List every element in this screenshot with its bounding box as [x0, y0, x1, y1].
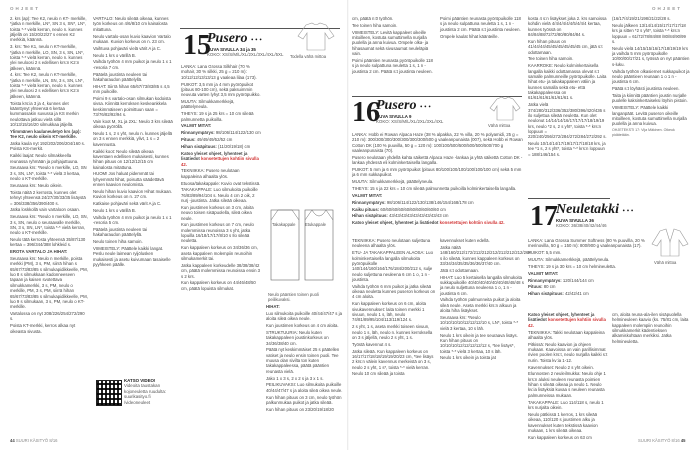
pattern-15-sleeves: Luo silmukoita puikoille 40/44/47/47 s ja aloita sileä oikea neule.	[266, 310, 342, 322]
schematic-label-back: Takakappale	[272, 222, 296, 227]
instructions-column-2	[93, 16, 173, 371]
qr-code[interactable]	[96, 380, 122, 406]
pattern-16-body: Seuraava krs: *Neulo 10/10/10/10/12/12/12/10 s, LN*, toista *-* vielä 3 kertaa, 10 s läh.	[440, 314, 519, 331]
pattern-17-body: Neulo pätkissä 1 kerros, 1 krs sileää oikeaa, 110/120 s joustimen alku ja kavennukset kuten tekstissä kaavion mukaan, 1 krs sileää oikeaa.	[528, 411, 598, 433]
pattern-15-schematic	[268, 200, 340, 290]
pattern-15-sweater-drawing	[296, 22, 336, 52]
instruction-paragraph: HUOM! Jos haluat pidemmät tai lyhyemmät hihat, poisutta säädettävä ennen kaavion neulomista.	[93, 171, 164, 188]
pattern-16-measure: Kaiku pituus: 60/60/60/60/60/60/60/60/60/60 cm	[352, 206, 446, 212]
section-header-left: OHJEET	[10, 6, 41, 11]
pattern-16-title-dots: • • •	[419, 103, 431, 111]
schematic-back-piece	[271, 210, 299, 280]
instruction-paragraph: Päätelä joustinta neuleen tai hakaharaudon päättelyllä.	[93, 71, 147, 82]
pattern-16-body: Neulo 1 krs oikein ja toista jat	[440, 355, 496, 361]
pattern-16-body: Neulo jälkeen 13/14/14/15/17/17/17/18 krs ja sitten *2 s yht*, toista *-* krs:n loppuun = 61/72/78/84/88 /80/84/90/99 s.	[612, 22, 686, 44]
pattern-15-body: Kun joustimen korkeus on 7 cm, neulo molemmissa reunoissa 3 s yht, jatka lopuilla 16/18/17/17/8/10 s Ilo sileää neuletta.	[181, 222, 254, 244]
pattern-16-col-3	[528, 16, 608, 192]
schematic-front-neckline	[305, 210, 333, 220]
pattern-16-body: Taita ja kiinnitä pääntien joustin nurjalle puolelle kaksinkertaiseksi löyhin pistoin.	[612, 92, 688, 104]
pattern-15-sleeves: PEILIKUVAKSI: Luo silmukoita puikoille 40/44/47/47 s ja aloita sileä oikea neule.	[266, 382, 343, 393]
pattern-17-rule	[528, 198, 610, 199]
pattern-15-body: Jatka kappaleen korkeudelle 38/38/38/42 cm, päätä molemmissa reunoissa ensin 3 s 2 krs.	[181, 262, 261, 279]
pattern-17-measure: Pituus: 80 cm	[528, 284, 556, 290]
pattern-16-measure: Hihan sisäpituus: 43/43/43/43/43/43/43/43/43 cm	[352, 213, 449, 219]
pattern-16-meta: PUIKOT: 5 mm ja 6 mm pyöröpuikot (pituus 80/100/100/100/100/100/100 cm) sekä 5 mm ja 6 mm sukkapuikot.	[352, 167, 522, 178]
instruction-heading: EROTA VARTALO JA HIHAT:	[10, 249, 68, 255]
section-header-right: OHJEET	[652, 6, 683, 11]
pattern-17-body: Kavennukset: Neulo 2 s yht oikein.	[528, 364, 594, 370]
footer-left	[10, 438, 58, 443]
pattern-16-body: Jatka näitä 148/160/212/172/212/212/212/212/212/212/268 s ilo sileää, kunnes kappaleen korkeus on 33/34/34/35/35/36/36/37/40 cm.	[440, 244, 531, 266]
pattern-15-body: Kun kappaleen korkeus on 44/46/48/50 cm, päätä lopuista silmukat.	[181, 280, 256, 291]
pattern-16-intro: Katso yleiset ohjeet, lyhenteet ja lisätiedot konsetettujen kohtiin sivulla 42.	[352, 220, 505, 226]
pattern-17-meta: PUIKOT: 5,5 mm.	[528, 250, 562, 256]
pattern-15-sleeves: Kun hihan pituus on 3 cm, neulo työhön palkunmukaa puikot ja jatka sileää.	[266, 394, 342, 405]
instruction-paragraph: Neulo 1 s, 2 s yht, neulo n. kunnes jäljellä on 3 s ennen merkkiä, ylivt, 1 s = 2 kavennusta.	[93, 131, 173, 147]
pattern-17-measure: Rinnanympärys: 120/144/144 cm	[528, 277, 594, 283]
pattern-16-body: Neulo 10 cm sileää ja toista	[352, 371, 405, 377]
pattern-17-body: Elunnosten 2 neuleilmukka: Neulo ohje 1 krs:n aluksi neuleen reunasta poimien hihan s sileää oikeaa ja neulo 1. Neulo kv:ia lisäyksiä kuvaa s neuleen reunasta palmunneissa mukaan.	[528, 371, 606, 398]
schematic-label-front: Etukappale	[305, 222, 326, 227]
instruction-paragraph: Neulo toinen hiha samoin.	[93, 239, 143, 245]
instruction-paragraph: Päätelä joustinta neuleen tai hakaharaudon päättelyllä.	[93, 227, 147, 238]
instruction-paragraph: 4. krs: Tee K2, neulo n KT-merkille, *jatka n merkille, LN, SN, 3 s, SN, LN*, toista *-* vielä kerran, neulo n. kunnes ylei neuloosi 2 s edellisen krs:n K2:n jälkeen, käännä.	[10, 72, 84, 99]
pattern-17-body: Kun kappaleen korkeus on 63 cm	[528, 434, 592, 440]
video-text: Videoita taustakan kojoneuletta ruudulta: suurikasityo.fi /videoneuleet	[124, 383, 166, 405]
pattern-16-title	[376, 98, 431, 114]
pattern-15-meta: MUUTA: Silmukkamerkkejä, päättelyneula.	[181, 99, 235, 110]
instruction-paragraph: Poimi 9 s vartalo-osan silmukan kodoista sivsa. Kiinnitä kerroksen keskeankkela keskimmäiseen poimittuun saan = 73/76/82/92/94 s.	[93, 95, 171, 117]
instruction-paragraph: Vain koot M, XL ja 2XL: Neulo 3 krs sileää oikeaa pyöröllä.	[93, 118, 173, 130]
pattern-16-finished-heading: VALMIT MITAT:	[352, 192, 383, 198]
pattern-17-sizes: KOKO: 36/38/40/42/44/46	[556, 223, 607, 229]
pattern-15-meta: TIHEYS: 19 s ja 25 krs = 10 cm sileää palmunnetta puikoilla.	[181, 111, 254, 122]
pattern-17-body: cm, aloita reuna-ala-ilen sisäpuolella helmineuleen kaavio (ks. 75/81 cm, laita kappaleen molempiin reunoihin silmukkamerkit kädentieksen alkamiskohtaan merkiksi. Jatka helmineuletta.	[612, 312, 689, 344]
pattern-15-continued-2	[440, 16, 524, 56]
pattern-17-body: TEKNIIKKA: Takki neulotaan kappaleina alhaalta ylös.	[528, 329, 605, 340]
pattern-15-sleeves: Kun hihan pituus on 23/20/19/18/20	[266, 406, 334, 412]
pattern-15-body: Etuosa/takakappale: Kuvio ovat tekstissä.	[181, 180, 261, 186]
instruction-paragraph: Seuraava krs: Neulo oikein.	[10, 182, 63, 188]
instruction-paragraph: Kaikki laajat: Neulo silmakkeella reunassa ryhmään ja pohjajuttuuna.	[10, 153, 79, 164]
pattern-16-col-4	[612, 16, 690, 226]
pattern-15-col-1	[181, 64, 261, 428]
schematic-back-neckline	[271, 210, 299, 220]
pattern-15-sleeves-heading: HIHAT:	[266, 304, 280, 309]
pattern-17-photo-caption: Vähä mittoa	[654, 260, 677, 265]
pattern-15-body-cont: Poimi pääntien reunasta pyöröpuikolle 118 s ja neulo sulpattuna neuletta 1 s, 1 n -joustinta 2 cm. Päätä s:t joustinta neuleen.	[352, 57, 433, 74]
pattern-17-subtitle: KUVA SIVULLA 36	[556, 218, 594, 223]
pattern-16-body: HIHAT: Luo 5 kertaisella langalla silmukoita sukkapuikoille 40/40/40/40/40/40/48/48/48 s ja neulo suljettuna neuleena 1 o, 1 n -joustinta 6 cm.	[440, 274, 524, 296]
pattern-17-cardigan-drawing	[650, 228, 690, 258]
pattern-16-meta-block	[352, 132, 524, 232]
pattern-15-body: Kun kappaleen korkeus on 34/36/36 cm, aseta kappaleen molempiin reunoihin silmukamerkit tai.	[181, 245, 258, 261]
instruction-paragraph: VARTALO: Neulo sileää oikeaa, kunnes työn korkeus on 4/6/8/10 cm kainalosta mitattuna.	[93, 16, 169, 32]
pattern-15-title-text: Pusero	[207, 31, 248, 46]
pattern-16-body: Neulo 10/14/14/17/19/17/17/18/18 krs, ja tee *1 s, 2 s yht*, toista *-* krs:n loppuun = 188/146/154 s.	[528, 141, 606, 157]
pattern-15-number: 15	[183, 30, 211, 61]
pattern-15-measure: Rinnanympärys: 98/106/114/122/130 cm	[181, 130, 261, 136]
pattern-16-measure: Rinnanympärys: 98/106/114/122/130/138/146/154/168/178 cm	[352, 199, 474, 205]
pattern-15-sleeves: Päätä nyt keskimmäiset 25 s päätellen vatiset ja neulo ensin toinen puoli. Tee muusa olan sivilta ton kuten takakappaleessa, päätä pääntien reunasta vielä.	[266, 347, 340, 374]
schematic-front-piece	[305, 210, 333, 280]
instruction-paragraph: Poista KT-merkki, kerros alkaa nyt oikeasta sivusta.	[10, 323, 76, 334]
instruction-paragraph: 3. krs: Tee K1, neulo n KT-merkille, *jatka n merkille, LO, SN, 3 s, SN, LN*, toista *-* vielä kerran, neulo n. kunnes ylei neuloosi 2 s edellisen krs:n K2:n jälkeen, käännä.	[10, 44, 85, 71]
pattern-17-meta-block	[528, 238, 648, 308]
pattern-16-sweater-drawing	[488, 96, 522, 122]
pattern-15-sleeves: STRUKTUURIA: Neulo kuten takakappaleen joustinkorkeus on 34/36/38/40 cm.	[266, 329, 329, 346]
instruction-paragraph: Ylimmänen kaulaneuletyö krs (ap): Tee K2, neulo oikein KT-merkille.	[10, 128, 81, 140]
pattern-16-number: 16	[352, 97, 380, 128]
pattern-15-body: Kun joustimen korkeus on 3 cm, aloita neuvo toisen sisäpuolella, sileä oikea neule.	[181, 204, 254, 221]
pattern-17-title	[556, 202, 633, 218]
pattern-16-body: kavennukset kuten edellä.	[440, 238, 490, 243]
pattern-17-title-dots: • • •	[622, 207, 634, 215]
instruction-paragraph: Kaikki koot: Neulo sileää oikeaa kaventaen edellisen mukaisesti, kunnes hihan pituus on 12/12/12/15 cm kainalosta mitattuna.	[93, 148, 169, 170]
pattern-17-meta: LANKA: Lana Grossa Summer Softness (80 % puuvilla, 20 % merinovilla, 50 g = 150 m): 800/900 g vaaleanpunaista (17).	[528, 238, 645, 249]
pattern-17-subtitle-block	[556, 218, 612, 229]
pattern-16-body: Tee toinen hiha samoin.	[528, 56, 574, 62]
pattern-15-col-2b	[266, 304, 344, 434]
pattern-16-body: Neulo vielä 14/15/15/16/17/18/19/19 krs ja vaihda 5 mm pyöröpuikolle 10/00/00/17/21 s, työssä on nyt pääntien s-luku.	[612, 45, 690, 67]
pattern-15-photo-caption: Todella vähä mittoa	[290, 54, 327, 59]
pattern-16-title-text: Pusero	[376, 98, 417, 113]
pattern-17-measure: Hihan sisäpituus: 42/42/41 cm	[528, 291, 589, 297]
page-fold	[347, 0, 349, 450]
video-promo	[124, 378, 176, 405]
video-label: KATSO VIDEO!	[124, 378, 156, 383]
instruction-paragraph: VIIMEISTELY: Päättele kaikki langat. Peslu neule laimean ryijölusken mukaisesti ja asetu kuivumaan tasaiselle pyyhkeen päälle.	[93, 246, 171, 268]
pattern-15-body: TAKAKAPPALE: Luo silmukoita puikoille 76/83/89/94/104 s. Neulo 4 cm 2 oik, 2 nurj -joustinta. Jatka sileää oikeaa.	[181, 187, 258, 204]
pattern-16-body: ETU- JA TAKAKAPPALEEN ALAOSA: Luo kolminkertaisella langalla silmukoita pyöröpuikolle 140/144/160/164/176/184/200/212 s, sulje neulo suljettuna neuleena 6 cm 1 o, 1 n -joustinta.	[352, 250, 433, 282]
pattern-16-photo-caption: Vähä mittoa	[488, 123, 511, 128]
pattern-15-measure: Hihan sisäpituus: (11/20/19/18) cm	[181, 143, 251, 149]
pattern-16-body: Vaihda työhön 6 mm puikot ja jatka sileää oikeaa neuletta kunnes puseron korkeus on 4 cm aloita.	[352, 283, 436, 300]
magazine-name-right: SUURI KÄSITYÖ 8/16	[638, 438, 680, 443]
pattern-15-meta: LANKA: Lana Grossa Silkhair (70 % mohair, 30 % silkki, 25 g = 210 m): 10/12/12/13/13/13 g vaaleaa lilaa (173).	[181, 64, 257, 80]
instruction-paragraph: Jatka kaula nyt 192/202/206/204/160 s. Poista KS-merkit.	[10, 141, 86, 152]
pattern-15-intro: Katso yleiset ohjeet, lyhenteet ja lisätiedot konsetettujen kohtiin sivulla 42.	[181, 150, 259, 167]
pattern-16-meta: LANKA: Hobb ei Rowan Alpaca Haze (38 % alpakka, 22 % villa, 20 % polyamidi, 25 g = 210 m): 300/300/300/300/300/300/300/500 g vaaleanpunaista (007), sekä Hobb ei Rowan Cotton DK (100 % puuvilla, 50 g = 120 m): 100/100/500/500/500/500/500/700 g vaaleanpunaista (70).	[352, 132, 523, 154]
pattern-16-body: Kun hihan pituus on 41/44/44/45/45/45/45/45/45 cm, jätä s:t odottamaan.	[528, 38, 603, 55]
magazine-name-left: SUURI KÄSITYÖ 8/16	[15, 438, 58, 443]
pattern-16-body: Kun kappaleen korkeus on 6 cm, aloita sivukavennukset: laita toinen merkki 1 sivuun, neulo 1 s, läh, neulo 74/81/89/95/104/113/119/124 s.	[352, 301, 427, 323]
pattern-15-meta: PUIKOT: 3,5 mm ja 4 mm pyöröpuikot (pituus 80-100 cm), sekä paksuimmin neuvuta varten lyhyt 3,5 mm pyöröpuikko.	[181, 81, 261, 98]
instruction-paragraph: Seuraava krs: *Neulo n merkille, LO, SN 3 s, SN, LN*, toista *-* vielä 3 kertaa, neulo o KT-merkille.	[10, 165, 87, 182]
instruction-paragraph: Neulo tätä kerrosta yhteensä 35/87/130 kertaa = 396/344/388 lohkleid s.	[10, 237, 86, 248]
pattern-16-body: 2 s yht, 1 s, aseta merkki toiseen sivuun, neulo 1 s, läh, neulo n. kunnes kerroksella on 3 s jäljellä, neulo 2 s yht, 1 s.	[352, 324, 433, 340]
pattern-15-body-cont: Poimi pääntien reunasta pyöröpuikolle 118 s ja neulo sulpattuna neuletta 1 s, 1 n -joustinta 2 cm. Päätä s:t joustinta neuleen.	[440, 16, 521, 32]
instruction-paragraph: HIHAT: Siirrä hihan 65/67/73/83/85 s 4,5 mm puikoille.	[93, 83, 170, 95]
pattern-15-sleeves: Kun joustimen korkeus on 4 cm aloita.	[266, 323, 339, 329]
pattern-15-continued	[352, 16, 436, 86]
pattern-17-number: 17	[530, 201, 558, 232]
pattern-17-meta: TIHEYS: 19 s ja 30 krs = 10 cm helmineuletta.	[528, 263, 617, 269]
pattern-15-body-cont: VIIMEISTELY: Levitä kappaleet oikeille mitoilleen, kostuta sumuttimella nurjalla puolella ja anna kuivua. Ompele olka- ja hihasaumat sekä sivusaumat neuleläpiä vain.	[352, 29, 429, 57]
pattern-16-subtitle: KUVA SIVULLA 9	[376, 114, 412, 119]
pattern-15-title	[207, 31, 262, 47]
pattern-16-col-1	[352, 238, 436, 434]
pattern-17-col-1	[528, 312, 608, 440]
instruction-paragraph: Vaihda työhön 4 mm puikot ja neulo 1 x 1 -resoria 5 cm.	[93, 214, 172, 226]
instruction-paragraph: Seuraava krs: Neulo n merkille, poista merkki (PM), 3 s, PM, siirrä hihan s 65/67/73/83/85 s silmukapidikkeelle, PM, luo 8 s silmukkaan kadonneeseen tapaan ja kaisen svotettava silmukkamerkki, 3 s, PM, neulo o merkille, PM, 3 s, PM, siirrä hihan 65/67/73/83/85 s silmukapidikkeelle, PM, luo 9 s silmukaan, 3 s, PM, neulo o KT-merkille.	[10, 256, 88, 310]
pattern-16-body: Jatka vielä 374/280/312/336/352/380/396/420/436 s ilo suljettua sileää neuletta. Kun olet neulonut 14/14/14/16/17/17/17/18/19/19 krs, neulo *2 s, 2 s yht*, toista *-* krs:n loppuun = 220/240/256/272/284/272/284/272/292 s.	[528, 102, 607, 140]
instruction-paragraph: Seuraava krs: *Neulo n merkille, LO, SN, 3 s, SN, neulo o seuraavalle merkille, SN, 3 s, SN, LN*, toista *-* vielä kerran, neulo o KT-merkille.	[10, 214, 88, 236]
pattern-15-body-cont: Tee toinen hiha samoin.	[352, 22, 398, 28]
instruction-paragraph: Neulo vartalo-osan kuvio kaavion Vartalo mukaan. Kuvion korkeus on n. 23 cm.	[93, 33, 171, 44]
pattern-16-body: (16/17/4/19/21/198/21/22/28 s.	[612, 16, 671, 21]
pattern-15-body-cont: Ompele kaulat hihat käänteille.	[440, 33, 499, 39]
instruction-paragraph: Vaihtuva pohjaväri vielä värit A ja C.	[93, 45, 161, 51]
instruction-paragraph: Katkaise pohjaväri sekä värit A ja C.	[93, 201, 162, 207]
pattern-16-body: Jatka sileää. Kun kappaleen korkeus on 16/17/17/18/18/19/19/20/23 cm, *tee lisäys 2 krs:n välein kavennus merkeistä on 3 s, neulo 2 s yht, 1 s*, toista *-* vielä kerran.	[352, 348, 434, 370]
pattern-16-body: Vaihda työhön olkasiernet sukkapuikot ja neulo pääntieen reunaan 1 o 1 n -joustinta 6 cm.	[612, 68, 690, 85]
pattern-16-meta: Pusero neulotaan yhdellä kahta säikettä Alpaca Haze -lankaa ja yhtä säikettä Cotton DK -lankaa yhdessä eli kolminkertaisella langalla.	[352, 154, 523, 166]
schematic-caption: Neulo pääntien toinen puoli peilikuvaksi.	[268, 292, 319, 302]
pattern-17-col-2	[612, 312, 690, 434]
pattern-15-sleeves: Jako 1 x 3 s, 2 x 2 s ja 3 x 1 s.	[266, 375, 324, 381]
pattern-15-sizes: KOKO: XS/S/M/L/XL/2XL/3XL/4XL/5XL	[207, 52, 284, 58]
pattern-15-subtitle: KUVA SIVULLA 34 ja 35	[207, 47, 256, 52]
pattern-16-meta: TIHEYS: 15 s ja 22 krs = 10 cm sileää palmunnetta puikoilla kolminkertaisella langalla.	[352, 186, 517, 192]
pattern-15-body-cont: cm, päätä n:0 työhön.	[352, 16, 394, 21]
pattern-15-body: TEKNIIKKA: Pusero neulotaan kappaleina alhaalta ylös.	[181, 168, 240, 179]
instruction-paragraph: Neulo 1 krs o värillä B.	[93, 208, 136, 213]
pattern-17-intro: Katso yleiset ohjeet, lyhenteet ja lisätiedot konsetettujen kohtiin sivulla 42.	[528, 312, 606, 328]
instruction-paragraph: Toista näitä 2 kerrosta, kunnes olet tehnyt yhteensä 24/27/30/33/35 lisäystä = 306/338/356/390/400 s.	[10, 189, 86, 206]
pattern-16-body: TEKNIIKKA: Pusero neulotaan suljettuna neuleena alhaalta ylös.	[352, 238, 431, 249]
pattern-15-finished-heading: VALMIT MITAT:	[181, 123, 212, 129]
pattern-16-body: VIIMEISTELY: Päättele kaikki langanpäät. Levitä puseron oikeille mitoilleen, kostuta sumuttimella nurjalla puolella ja anna kuivua.	[612, 105, 687, 127]
pattern-16-body: KAARROKE: Neulo kolminkertaisella langalla kaikki odottamassa olevat s:t samalle palmunneille pyöröpuikolle. Laita hihat etu- ja takakappaleen väliin ja kunnes samalla sekä etu- että takakappaleessa on 61/61/61/61/61/61/61 s.	[528, 63, 607, 101]
pattern-16-sizes: KOKO: XS/S/M/L/XL/2XL/3XL/4XL	[376, 119, 444, 125]
pattern-15-measure: Pituus: 49/49/49/52/52 cm	[181, 137, 233, 143]
instruction-paragraph: Jatka loskkollä vain vartaloon osaan.	[10, 207, 80, 213]
pattern-16-body: Neulo 1 krs oikein ja tee seuraava lisäys. Kun hihan pituus on 10/10/10/12/12/12/12/12 s, *tee lisäys*, toista *-* vielä 3 kertaa, 10 s läh.	[440, 332, 518, 354]
pattern-16-body: Työstä kavennut 4 s.	[352, 341, 392, 347]
pattern-17-body: TAKAKAPPALE: Luo 114/118 s, neulo 1 krs nurjalta oikein.	[528, 399, 604, 410]
instruction-paragraph: 2. krs (ap): Tee K2, neulo n KT- merkille, *jatka n merkille, LN*, SN 3 s, SN*, LN*, toista *-* vielä kerran, neulo n. kunnes jäljellä on 15/20/22/27 s ennen K2 merkkiä, käännä.	[10, 16, 87, 43]
pattern-16-subtitle-block	[376, 114, 476, 125]
instruction-paragraph: Vartalossa on nyt 208/226/254/272/290 s.	[10, 311, 85, 322]
pattern-16-col-2	[440, 238, 531, 434]
pattern-17-finished-heading: VALMIT MITAT:	[528, 270, 559, 276]
pattern-17-title-text: Neuletakki	[556, 202, 619, 217]
pattern-16-body: kosta 4 s:n lisäykset joka 2. krs samoissa kohdin vielä 4/4/4/4/4/4/5/4/4/4 kertaa, kunnes työssä on 84/84/88/72/72/80/80/84/84 s.	[528, 16, 607, 38]
page-number-left: 44	[10, 438, 15, 443]
pattern-15-subtitle-block	[207, 47, 287, 58]
pattern-credit: OHJETEKSTI 17: Vija Mäkinen. Oikeuk pidätetään.	[612, 128, 675, 138]
pattern-16-body: Päätä s:t löyhästi joustinta neuleen.	[612, 86, 680, 92]
pattern-16-body: Jätä s:t odottamaan.	[440, 267, 479, 273]
pattern-16-body: Vaihda työhön palmunneita puikot ja aloita sileä neule. Aseta merkki krs:n alkuun ja aloita hiha lisäykset.	[440, 297, 521, 314]
page-number-right: 45	[680, 438, 686, 443]
pattern-15-title-dots: • • •	[250, 36, 262, 44]
instruction-paragraph: Neulo 1 krs o värillä B.	[93, 52, 136, 58]
instruction-paragraph: Neulo hihan kuvio kaavion Hihat mukaan. Kuvion korkeus on n. 27 cm.	[93, 188, 173, 200]
instructions-column-1	[10, 16, 88, 434]
pattern-17-body: Pitkissä: Neulo kaavion ja ohjeen mukaan. Kaavoissa on vain parillisimmat rivien poolen krs:t, neulo nurjalla kaikki s:t nurin. Toista kv:ia 1-12.	[528, 341, 608, 363]
pattern-16-meta: MUUTA: Silmukkamerkkejä, päättelyneula.	[352, 179, 434, 185]
instruction-paragraph: Toista krs:ia 3 ja 4, kunnes olet käänttynyt yhteensä 6 kertaa kummassakin suvussa ja KS merkin neulottava jatkuu vielä sillä 10/13/15/16/20 silmukkaa jäljellä.	[10, 100, 79, 128]
footer-right	[638, 438, 686, 443]
pattern-17-meta: MUUTA: Silmukkamerkkejä, päättelyneula.	[528, 257, 610, 263]
instruction-paragraph: Vaihda työhön 4 mm puikot ja neulo 1 x 1 -resoria 7 cm.	[93, 59, 172, 70]
